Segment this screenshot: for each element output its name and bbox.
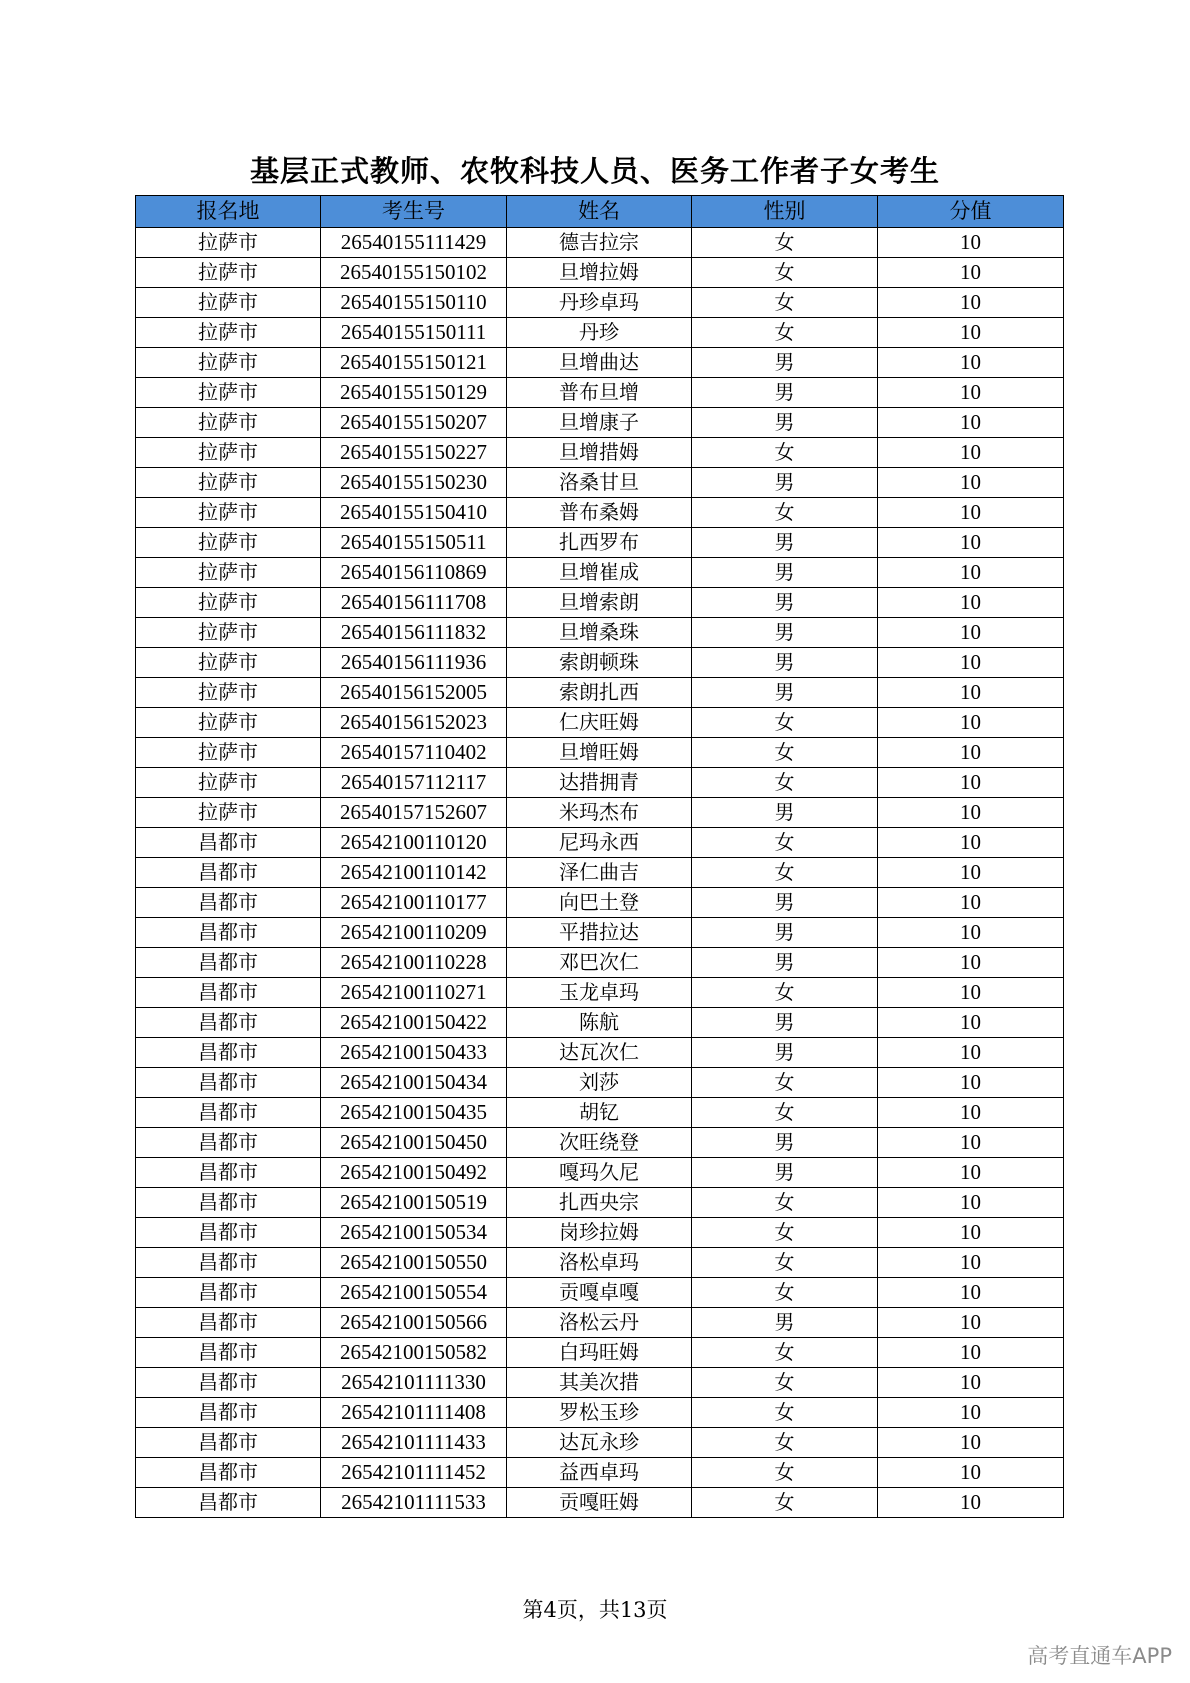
cell-registration-place: 拉萨市 <box>136 258 321 288</box>
cell-gender: 女 <box>692 1368 878 1398</box>
cell-score: 10 <box>878 348 1064 378</box>
cell-name: 旦增拉姆 <box>507 258 692 288</box>
cell-candidate-number: 26542100110177 <box>321 888 507 918</box>
table-row <box>136 1188 1064 1218</box>
cell-name: 索朗顿珠 <box>507 648 692 678</box>
column-header-gender: 性别 <box>692 196 878 228</box>
cell-candidate-number: 26540155150511 <box>321 528 507 558</box>
cell-score: 10 <box>878 1188 1064 1218</box>
column-header-candidate-number: 考生号 <box>321 196 507 228</box>
cell-gender: 男 <box>692 1008 878 1038</box>
cell-registration-place: 拉萨市 <box>136 708 321 738</box>
page-indicator: 第4页，共13页 <box>522 1598 668 1622</box>
cell-gender: 女 <box>692 1068 878 1098</box>
cell-score: 10 <box>878 1308 1064 1338</box>
header-row <box>136 196 1064 228</box>
cell-registration-place: 昌都市 <box>136 1188 321 1218</box>
cell-name: 普布旦增 <box>507 378 692 408</box>
cell-name: 达措拥青 <box>507 768 692 798</box>
cell-name: 胡钇 <box>507 1098 692 1128</box>
cell-gender: 女 <box>692 1248 878 1278</box>
cell-name: 贡嘎卓嘎 <box>507 1278 692 1308</box>
cell-registration-place: 昌都市 <box>136 918 321 948</box>
cell-score: 10 <box>878 498 1064 528</box>
cell-registration-place: 昌都市 <box>136 1308 321 1338</box>
cell-candidate-number: 26542101111433 <box>321 1428 507 1458</box>
candidate-table <box>135 195 1064 1518</box>
cell-name: 罗松玉珍 <box>507 1398 692 1428</box>
cell-score: 10 <box>878 588 1064 618</box>
cell-name: 达瓦永珍 <box>507 1428 692 1458</box>
cell-name: 丹珍卓玛 <box>507 288 692 318</box>
cell-score: 10 <box>878 768 1064 798</box>
table-row <box>136 1158 1064 1188</box>
cell-score: 10 <box>878 1038 1064 1068</box>
cell-candidate-number: 26542100110228 <box>321 948 507 978</box>
cell-score: 10 <box>878 918 1064 948</box>
column-header-score: 分值 <box>878 196 1064 228</box>
cell-gender: 男 <box>692 528 878 558</box>
cell-registration-place: 拉萨市 <box>136 468 321 498</box>
cell-candidate-number: 26540155150227 <box>321 438 507 468</box>
cell-candidate-number: 26540156152005 <box>321 678 507 708</box>
cell-score: 10 <box>878 978 1064 1008</box>
table-row <box>136 1338 1064 1368</box>
cell-candidate-number: 26540155150410 <box>321 498 507 528</box>
cell-name: 德吉拉宗 <box>507 228 692 258</box>
cell-gender: 女 <box>692 1458 878 1488</box>
table-row <box>136 858 1064 888</box>
table-row <box>136 498 1064 528</box>
table-row <box>136 1128 1064 1158</box>
table-row <box>136 288 1064 318</box>
cell-name: 嘎玛久尼 <box>507 1158 692 1188</box>
cell-registration-place: 拉萨市 <box>136 348 321 378</box>
cell-registration-place: 昌都市 <box>136 1488 321 1518</box>
cell-candidate-number: 26542101111452 <box>321 1458 507 1488</box>
table-row <box>136 408 1064 438</box>
table-row <box>136 228 1064 258</box>
cell-registration-place: 拉萨市 <box>136 738 321 768</box>
table-row <box>136 708 1064 738</box>
cell-score: 10 <box>878 528 1064 558</box>
cell-candidate-number: 26540155150111 <box>321 318 507 348</box>
cell-registration-place: 拉萨市 <box>136 558 321 588</box>
cell-score: 10 <box>878 378 1064 408</box>
cell-name: 扎西罗布 <box>507 528 692 558</box>
cell-score: 10 <box>878 1338 1064 1368</box>
cell-name: 玉龙卓玛 <box>507 978 692 1008</box>
cell-gender: 男 <box>692 948 878 978</box>
table-row <box>136 588 1064 618</box>
cell-candidate-number: 26540155111429 <box>321 228 507 258</box>
cell-registration-place: 拉萨市 <box>136 648 321 678</box>
cell-candidate-number: 26542100150554 <box>321 1278 507 1308</box>
cell-registration-place: 昌都市 <box>136 978 321 1008</box>
cell-registration-place: 昌都市 <box>136 858 321 888</box>
cell-score: 10 <box>878 798 1064 828</box>
cell-score: 10 <box>878 1008 1064 1038</box>
cell-gender: 男 <box>692 798 878 828</box>
cell-registration-place: 拉萨市 <box>136 288 321 318</box>
cell-registration-place: 昌都市 <box>136 1128 321 1158</box>
cell-candidate-number: 26540156152023 <box>321 708 507 738</box>
cell-name: 洛松云丹 <box>507 1308 692 1338</box>
table-row <box>136 318 1064 348</box>
cell-name: 平措拉达 <box>507 918 692 948</box>
cell-gender: 女 <box>692 1218 878 1248</box>
cell-registration-place: 拉萨市 <box>136 318 321 348</box>
cell-score: 10 <box>878 1278 1064 1308</box>
cell-gender: 女 <box>692 1188 878 1218</box>
table-row <box>136 1488 1064 1518</box>
cell-candidate-number: 26542100150492 <box>321 1158 507 1188</box>
cell-candidate-number: 26542100150582 <box>321 1338 507 1368</box>
cell-score: 10 <box>878 858 1064 888</box>
cell-registration-place: 拉萨市 <box>136 768 321 798</box>
cell-registration-place: 昌都市 <box>136 948 321 978</box>
cell-gender: 男 <box>692 348 878 378</box>
cell-name: 其美次措 <box>507 1368 692 1398</box>
table-row <box>136 438 1064 468</box>
table-row <box>136 1008 1064 1038</box>
cell-gender: 男 <box>692 618 878 648</box>
table-header <box>136 196 1064 228</box>
cell-registration-place: 拉萨市 <box>136 528 321 558</box>
cell-gender: 女 <box>692 738 878 768</box>
cell-registration-place: 昌都市 <box>136 1248 321 1278</box>
cell-gender: 女 <box>692 498 878 528</box>
cell-name: 旦增旺姆 <box>507 738 692 768</box>
cell-score: 10 <box>878 228 1064 258</box>
cell-gender: 男 <box>692 1128 878 1158</box>
cell-score: 10 <box>878 1368 1064 1398</box>
cell-gender: 女 <box>692 858 878 888</box>
cell-name: 旦增康子 <box>507 408 692 438</box>
cell-score: 10 <box>878 648 1064 678</box>
cell-score: 10 <box>878 618 1064 648</box>
table-row <box>136 258 1064 288</box>
cell-gender: 女 <box>692 438 878 468</box>
cell-score: 10 <box>878 1068 1064 1098</box>
cell-name: 丹珍 <box>507 318 692 348</box>
table-row <box>136 828 1064 858</box>
cell-gender: 男 <box>692 588 878 618</box>
cell-gender: 男 <box>692 648 878 678</box>
cell-registration-place: 昌都市 <box>136 828 321 858</box>
cell-name: 陈航 <box>507 1008 692 1038</box>
cell-name: 旦增措姆 <box>507 438 692 468</box>
cell-candidate-number: 26540156110869 <box>321 558 507 588</box>
cell-candidate-number: 26540156111832 <box>321 618 507 648</box>
cell-candidate-number: 26540155150121 <box>321 348 507 378</box>
cell-registration-place: 昌都市 <box>136 1038 321 1068</box>
cell-name: 泽仁曲吉 <box>507 858 692 888</box>
table-row <box>136 1308 1064 1338</box>
cell-score: 10 <box>878 1098 1064 1128</box>
cell-score: 10 <box>878 1398 1064 1428</box>
cell-candidate-number: 26540156111708 <box>321 588 507 618</box>
cell-score: 10 <box>878 678 1064 708</box>
table-row <box>136 648 1064 678</box>
cell-candidate-number: 26542101111330 <box>321 1368 507 1398</box>
cell-score: 10 <box>878 738 1064 768</box>
cell-gender: 女 <box>692 1398 878 1428</box>
cell-gender: 女 <box>692 258 878 288</box>
table-row <box>136 978 1064 1008</box>
cell-candidate-number: 26540155150102 <box>321 258 507 288</box>
cell-gender: 女 <box>692 978 878 1008</box>
cell-candidate-number: 26542100150433 <box>321 1038 507 1068</box>
cell-candidate-number: 26542100150550 <box>321 1248 507 1278</box>
cell-score: 10 <box>878 1158 1064 1188</box>
table-row <box>136 528 1064 558</box>
cell-candidate-number: 26540157110402 <box>321 738 507 768</box>
cell-gender: 男 <box>692 1158 878 1188</box>
cell-registration-place: 拉萨市 <box>136 798 321 828</box>
cell-name: 益西卓玛 <box>507 1458 692 1488</box>
cell-candidate-number: 26542100150435 <box>321 1098 507 1128</box>
cell-gender: 女 <box>692 318 878 348</box>
cell-candidate-number: 26542100150519 <box>321 1188 507 1218</box>
cell-name: 旦增曲达 <box>507 348 692 378</box>
cell-score: 10 <box>878 438 1064 468</box>
table-row <box>136 738 1064 768</box>
cell-registration-place: 昌都市 <box>136 1398 321 1428</box>
cell-name: 白玛旺姆 <box>507 1338 692 1368</box>
cell-registration-place: 昌都市 <box>136 888 321 918</box>
cell-candidate-number: 26542101111533 <box>321 1488 507 1518</box>
cell-registration-place: 拉萨市 <box>136 408 321 438</box>
cell-name: 岗珍拉姆 <box>507 1218 692 1248</box>
table-row <box>136 1278 1064 1308</box>
cell-gender: 男 <box>692 888 878 918</box>
table-body <box>136 228 1064 1518</box>
cell-name: 洛松卓玛 <box>507 1248 692 1278</box>
cell-candidate-number: 26540155150129 <box>321 378 507 408</box>
cell-registration-place: 昌都市 <box>136 1458 321 1488</box>
cell-score: 10 <box>878 1218 1064 1248</box>
table-row <box>136 468 1064 498</box>
cell-score: 10 <box>878 828 1064 858</box>
table-row <box>136 1368 1064 1398</box>
cell-registration-place: 昌都市 <box>136 1278 321 1308</box>
table-row <box>136 798 1064 828</box>
table-row <box>136 948 1064 978</box>
cell-name: 索朗扎西 <box>507 678 692 708</box>
cell-gender: 男 <box>692 1308 878 1338</box>
cell-registration-place: 拉萨市 <box>136 438 321 468</box>
cell-gender: 女 <box>692 1278 878 1308</box>
cell-gender: 男 <box>692 408 878 438</box>
cell-gender: 女 <box>692 288 878 318</box>
cell-gender: 男 <box>692 1038 878 1068</box>
cell-candidate-number: 26542100110271 <box>321 978 507 1008</box>
cell-candidate-number: 26540155150207 <box>321 408 507 438</box>
table-row <box>136 378 1064 408</box>
cell-gender: 女 <box>692 708 878 738</box>
cell-score: 10 <box>878 1128 1064 1158</box>
cell-name: 次旺绕登 <box>507 1128 692 1158</box>
table-row <box>136 918 1064 948</box>
cell-candidate-number: 26540156111936 <box>321 648 507 678</box>
cell-gender: 男 <box>692 918 878 948</box>
cell-name: 向巴土登 <box>507 888 692 918</box>
cell-name: 尼玛永西 <box>507 828 692 858</box>
cell-score: 10 <box>878 318 1064 348</box>
cell-registration-place: 拉萨市 <box>136 618 321 648</box>
cell-gender: 女 <box>692 1488 878 1518</box>
cell-name: 刘莎 <box>507 1068 692 1098</box>
cell-name: 贡嘎旺姆 <box>507 1488 692 1518</box>
cell-gender: 女 <box>692 228 878 258</box>
cell-gender: 女 <box>692 828 878 858</box>
cell-registration-place: 昌都市 <box>136 1368 321 1398</box>
table-row <box>136 678 1064 708</box>
table-row <box>136 888 1064 918</box>
cell-registration-place: 拉萨市 <box>136 228 321 258</box>
table-row <box>136 618 1064 648</box>
column-header-name: 姓名 <box>507 196 692 228</box>
cell-candidate-number: 26542100150422 <box>321 1008 507 1038</box>
cell-candidate-number: 26542100150450 <box>321 1128 507 1158</box>
table-row <box>136 1248 1064 1278</box>
table-row <box>136 768 1064 798</box>
cell-registration-place: 拉萨市 <box>136 378 321 408</box>
cell-name: 达瓦次仁 <box>507 1038 692 1068</box>
cell-score: 10 <box>878 708 1064 738</box>
cell-candidate-number: 26542100110120 <box>321 828 507 858</box>
cell-registration-place: 昌都市 <box>136 1218 321 1248</box>
cell-gender: 女 <box>692 1428 878 1458</box>
table-row <box>136 1218 1064 1248</box>
cell-gender: 女 <box>692 1098 878 1128</box>
cell-candidate-number: 26540157152607 <box>321 798 507 828</box>
table-row <box>136 1098 1064 1128</box>
cell-score: 10 <box>878 1428 1064 1458</box>
cell-candidate-number: 26542100150566 <box>321 1308 507 1338</box>
cell-registration-place: 昌都市 <box>136 1428 321 1458</box>
cell-gender: 男 <box>692 378 878 408</box>
column-header-registration-place: 报名地 <box>136 196 321 228</box>
table-row <box>136 1428 1064 1458</box>
cell-score: 10 <box>878 888 1064 918</box>
cell-candidate-number: 26540155150110 <box>321 288 507 318</box>
cell-name: 旦增索朗 <box>507 588 692 618</box>
page-title: 基层正式教师、农牧科技人员、医务工作者子女考生 <box>249 154 940 188</box>
cell-name: 扎西央宗 <box>507 1188 692 1218</box>
watermark-text: 高考直通车APP <box>1027 1644 1172 1668</box>
cell-name: 米玛杰布 <box>507 798 692 828</box>
table-row <box>136 1038 1064 1068</box>
cell-candidate-number: 26540155150230 <box>321 468 507 498</box>
cell-gender: 男 <box>692 468 878 498</box>
cell-name: 旦增崔成 <box>507 558 692 588</box>
cell-score: 10 <box>878 948 1064 978</box>
table-row <box>136 1458 1064 1488</box>
cell-score: 10 <box>878 408 1064 438</box>
cell-candidate-number: 26540157112117 <box>321 768 507 798</box>
cell-name: 旦增桑珠 <box>507 618 692 648</box>
cell-score: 10 <box>878 1458 1064 1488</box>
cell-name: 邓巴次仁 <box>507 948 692 978</box>
cell-gender: 男 <box>692 558 878 588</box>
table-row <box>136 558 1064 588</box>
cell-gender: 女 <box>692 768 878 798</box>
cell-registration-place: 昌都市 <box>136 1338 321 1368</box>
cell-name: 普布桑姆 <box>507 498 692 528</box>
cell-registration-place: 拉萨市 <box>136 588 321 618</box>
cell-registration-place: 昌都市 <box>136 1158 321 1188</box>
cell-score: 10 <box>878 558 1064 588</box>
cell-registration-place: 昌都市 <box>136 1068 321 1098</box>
cell-registration-place: 拉萨市 <box>136 678 321 708</box>
cell-candidate-number: 26542101111408 <box>321 1398 507 1428</box>
cell-candidate-number: 26542100110142 <box>321 858 507 888</box>
cell-candidate-number: 26542100110209 <box>321 918 507 948</box>
table-row <box>136 1398 1064 1428</box>
table-row <box>136 1068 1064 1098</box>
cell-score: 10 <box>878 258 1064 288</box>
cell-gender: 男 <box>692 678 878 708</box>
cell-score: 10 <box>878 1488 1064 1518</box>
cell-name: 仁庆旺姆 <box>507 708 692 738</box>
cell-gender: 女 <box>692 1338 878 1368</box>
cell-score: 10 <box>878 1248 1064 1278</box>
cell-registration-place: 拉萨市 <box>136 498 321 528</box>
cell-score: 10 <box>878 468 1064 498</box>
cell-registration-place: 昌都市 <box>136 1098 321 1128</box>
cell-candidate-number: 26542100150534 <box>321 1218 507 1248</box>
cell-registration-place: 昌都市 <box>136 1008 321 1038</box>
cell-candidate-number: 26542100150434 <box>321 1068 507 1098</box>
cell-name: 洛桑甘旦 <box>507 468 692 498</box>
table-row <box>136 348 1064 378</box>
cell-score: 10 <box>878 288 1064 318</box>
